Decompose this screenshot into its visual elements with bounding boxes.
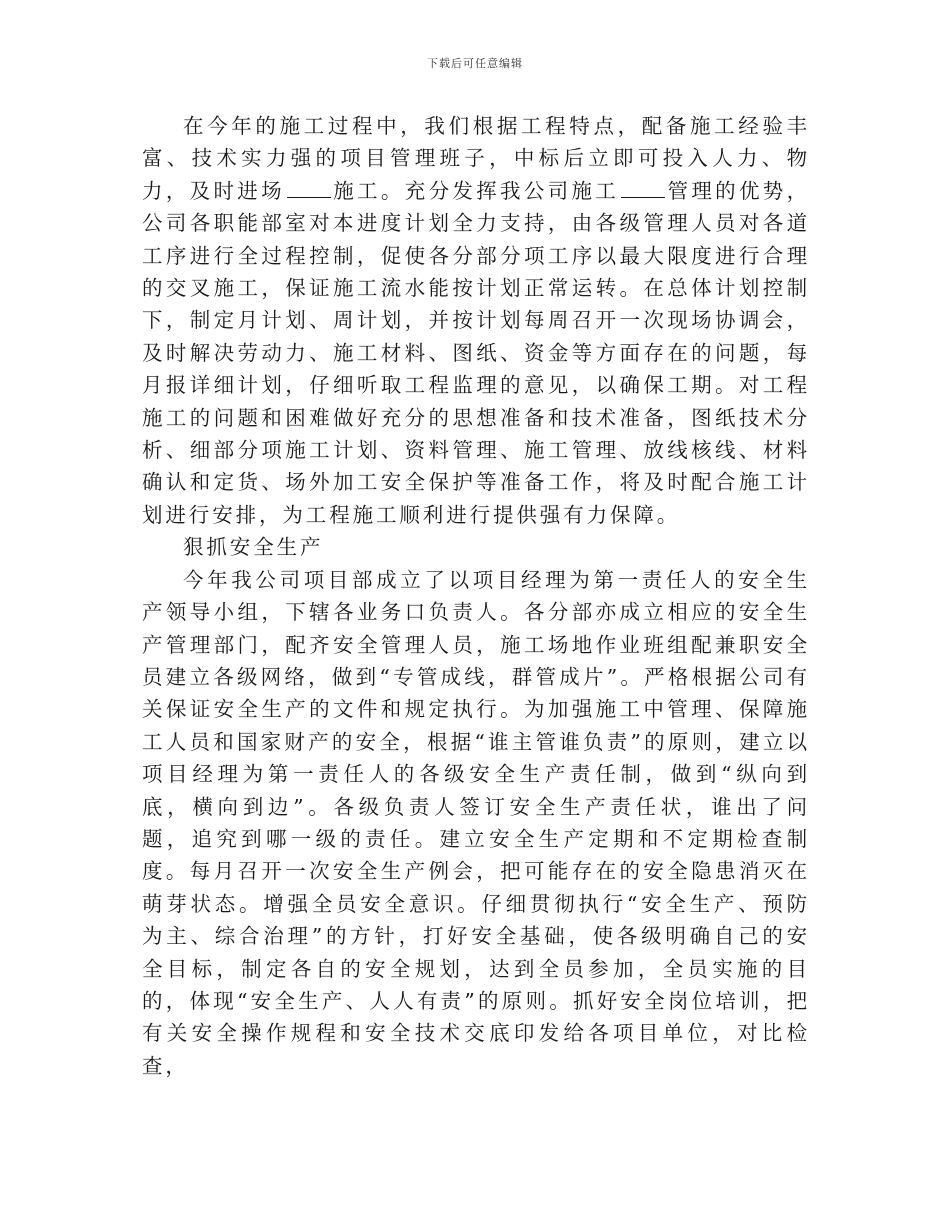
document-body bbox=[142, 110, 810, 1082]
paragraph-text: 在今年的施工过程中，我们根据工程特点，配备施工经验丰富、技术实力强的项目管理班子，中标后立即可投入人力、物力，及时进场 bbox=[142, 114, 810, 203]
section-heading: 狠抓安全生产 bbox=[183, 535, 324, 560]
paragraph-schedule bbox=[142, 110, 810, 531]
paragraph-safety: 今年我公司项目部成立了以项目经理为第一责任人的安全生产领导小组，下辖各业务口负责人。各分部亦成立相应的安全生产管理部门，配齐安全管理人员，施工场地作业班组配兼职安全员建立各级网络，做到“专管成线，群管成片”。严格根据公司有关保证安全生产的文件和规定执行。为加强施工中管理、保障施工人员和国家财产的安全，根据“谁主管谁负责”的原则，建立以项目经理为第一责任人的各级安全生产责任制，做到“纵向到底，横向到边”。各级负责人签订安全生产责任状，谁出了问题，追究到哪一级的责任。建立安全生产定期和不定期检查制度。每月召开一次安全生产例会，把可能存在的安全隐患消灭在萌芽状态。增强全员安全意识。仔细贯彻执行“安全生产、预防为主、综合治理”的方针，打好安全基础，使各级明确自己的安全目标，制定各自的安全规划，达到全员参加，全员实施的目的，体现“安全生产、人人有责”的原则。抓好安全岗位培训，把有关安全操作规程和安全技术交底印发给各项目单位，对比检查， bbox=[142, 567, 810, 1078]
paragraph-text: 管理的优势，公司各职能部室对本进度计划全力支持，由各级管理人员对各道工序进行全过程控制，促使各分部分项工序以最大限度进行合理的交叉施工，保证施工流水能按计划正常运转。在总体计划控制下，制定月计划、周计划，并按计划每周召开一次现场协调会，及时解决劳动力、施工材料、图纸、资金等方面存在的问题，每月报详细计划，仔细听取工程监理的意见，以确保工期。对工程施工的问题和困难做好充分的思想准备和技术准备，图纸技术分析、细部分项施工计划、资料管理、施工管理、放线核线、材料确认和定货、场外加工安全保护等准备工作，将及时配合施工计划进行安排，为工程施工顺利进行提供强有力保障。 bbox=[142, 178, 810, 527]
paragraph-text: 施工。充分发挥我公司施工 bbox=[332, 178, 620, 203]
page-header: 下载后可任意编辑 bbox=[427, 57, 523, 70]
blank-underline bbox=[287, 178, 331, 197]
blank-underline bbox=[621, 178, 665, 197]
